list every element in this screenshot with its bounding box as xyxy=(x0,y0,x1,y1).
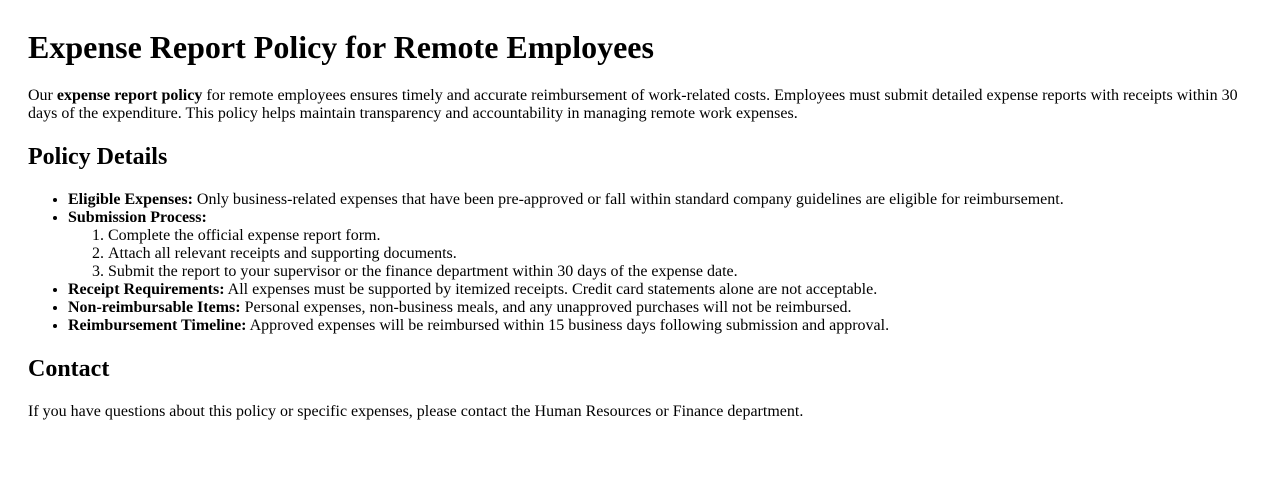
item-label: Eligible Expenses: xyxy=(68,191,193,208)
contact-paragraph: If you have questions about this policy or specific expenses, please contact the Human Resources or Finance department. xyxy=(28,403,804,420)
list-item-receipt-requirements xyxy=(68,281,1250,299)
list-item-eligible-expenses xyxy=(68,191,1250,209)
item-label: Receipt Requirements: xyxy=(68,281,225,298)
item-label: Submission Process: xyxy=(68,209,207,226)
submission-step: 2. Attach all relevant receipts and supporting documents. xyxy=(108,245,1250,263)
intro-bold-term: expense report policy xyxy=(56,87,203,104)
item-text: Only business-related expenses that have been pre-approved or fall within standard company guidelines are eligible for reimbursement. xyxy=(192,191,1064,208)
page-title: Expense Report Policy for Remote Employees xyxy=(28,29,654,65)
submission-step: 3. Submit the report to your supervisor or the finance department within 30 days of the expense date. xyxy=(108,263,1250,281)
intro-suffix: for remote employees ensures timely and accurate reimbursement of work-related costs. Employees must submit detailed expense reports with receipts within 30 days of the expenditure. This policy helps maintain transparency and accountability in managing remote work expenses. xyxy=(28,87,1238,122)
item-label: Non-reimbursable Items: xyxy=(68,299,241,316)
submission-step: 1. Complete the official expense report form. xyxy=(108,227,1250,245)
submission-steps-list xyxy=(68,227,1250,281)
item-text: Personal expenses, non-business meals, and any unapproved purchases will not be reimbursed. xyxy=(240,299,852,316)
list-item-reimbursement-timeline xyxy=(68,317,1250,335)
policy-details-heading: Policy Details xyxy=(28,144,168,170)
item-text: Approved expenses will be reimbursed within 15 business days following submission and approval. xyxy=(246,317,890,334)
contact-heading: Contact xyxy=(28,356,110,382)
list-item-submission-process xyxy=(68,209,1250,281)
intro-prefix: Our xyxy=(28,87,57,104)
item-label: Reimbursement Timeline: xyxy=(68,317,247,334)
list-item-non-reimbursable-items xyxy=(68,299,1250,317)
item-text: All expenses must be supported by itemized receipts. Credit card statements alone are not acceptable. xyxy=(224,281,878,298)
intro-paragraph xyxy=(28,87,1250,123)
policy-details-list xyxy=(28,191,1250,335)
